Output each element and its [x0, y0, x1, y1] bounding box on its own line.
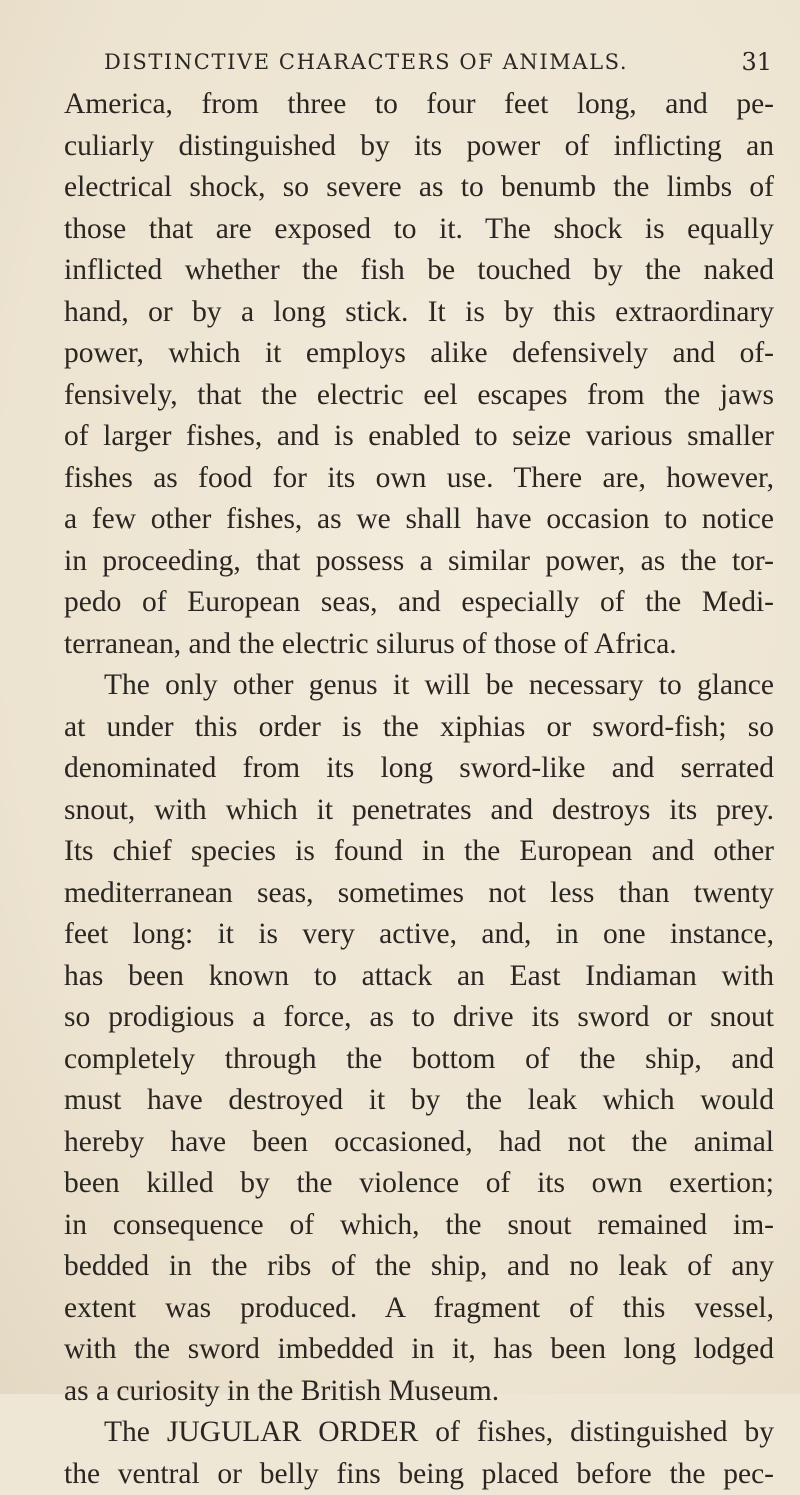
text-line: hereby have been occasioned, had not the animal — [64, 1122, 774, 1164]
text-line: bedded in the ribs of the ship, and no leak of any — [64, 1246, 774, 1288]
text-line: extent was produced. A fragment of this vessel, — [64, 1288, 774, 1330]
text-line: power, which it employs alike defensively and of- — [64, 333, 774, 375]
text-line: denominated from its long sword-like and serrated — [64, 748, 774, 790]
text-line: must have destroyed it by the leak which would — [64, 1080, 774, 1122]
running-title: DISTINCTIVE CHARACTERS OF ANIMALS. — [104, 48, 628, 76]
text-line: those that are exposed to it. The shock is equally — [64, 209, 774, 251]
text-line: has been known to attack an East Indiaman with — [64, 956, 774, 998]
text-line: hand, or by a long stick. It is by this extraordinary — [64, 292, 774, 334]
page-header — [82, 48, 772, 88]
text-line: snout, with which it penetrates and destroys its prey. — [64, 790, 774, 832]
text-line: Its chief species is found in the European and other — [64, 831, 774, 873]
text-line: so prodigious a force, as to drive its sword or snout — [64, 997, 774, 1039]
text-line: as a curiosity in the British Museum. — [64, 1371, 774, 1413]
text-line: inflicted whether the fish be touched by the naked — [64, 250, 774, 292]
body-text — [64, 84, 774, 1495]
text-line: fishes as food for its own use. There are, however, — [64, 458, 774, 500]
text-line: culiarly distinguished by its power of inflicting an — [64, 126, 774, 168]
text-line: the ventral or belly fins being placed before the pec- — [64, 1454, 774, 1495]
text-line: feet long: it is very active, and, in one instance, — [64, 914, 774, 956]
text-line: fensively, that the electric eel escapes from the jaws — [64, 375, 774, 417]
page-number: 31 — [741, 48, 772, 76]
text-line: with the sword imbedded in it, has been long lodged — [64, 1329, 774, 1371]
text-line: pedo of European seas, and especially of the Medi- — [64, 582, 774, 624]
text-line: at under this order is the xiphias or sword-fish; so — [64, 707, 774, 749]
text-line: completely through the bottom of the ship, and — [64, 1039, 774, 1081]
text-line: terranean, and the electric silurus of those of Africa. — [64, 624, 774, 666]
text-line: America, from three to four feet long, and pe- — [64, 84, 774, 126]
text-line: The only other genus it will be necessary to glance — [64, 665, 774, 707]
text-line: in consequence of which, the snout remained im- — [64, 1205, 774, 1247]
text-line: in proceeding, that possess a similar power, as the tor- — [64, 541, 774, 583]
text-line: mediterranean seas, sometimes not less than twenty — [64, 873, 774, 915]
text-line: electrical shock, so severe as to benumb the limbs of — [64, 167, 774, 209]
text-line: The JUGULAR ORDER of fishes, distinguished by — [64, 1412, 774, 1454]
text-line: been killed by the violence of its own exertion; — [64, 1163, 774, 1205]
text-line: a few other fishes, as we shall have occasion to notice — [64, 499, 774, 541]
text-line: of larger fishes, and is enabled to seize various smaller — [64, 416, 774, 458]
